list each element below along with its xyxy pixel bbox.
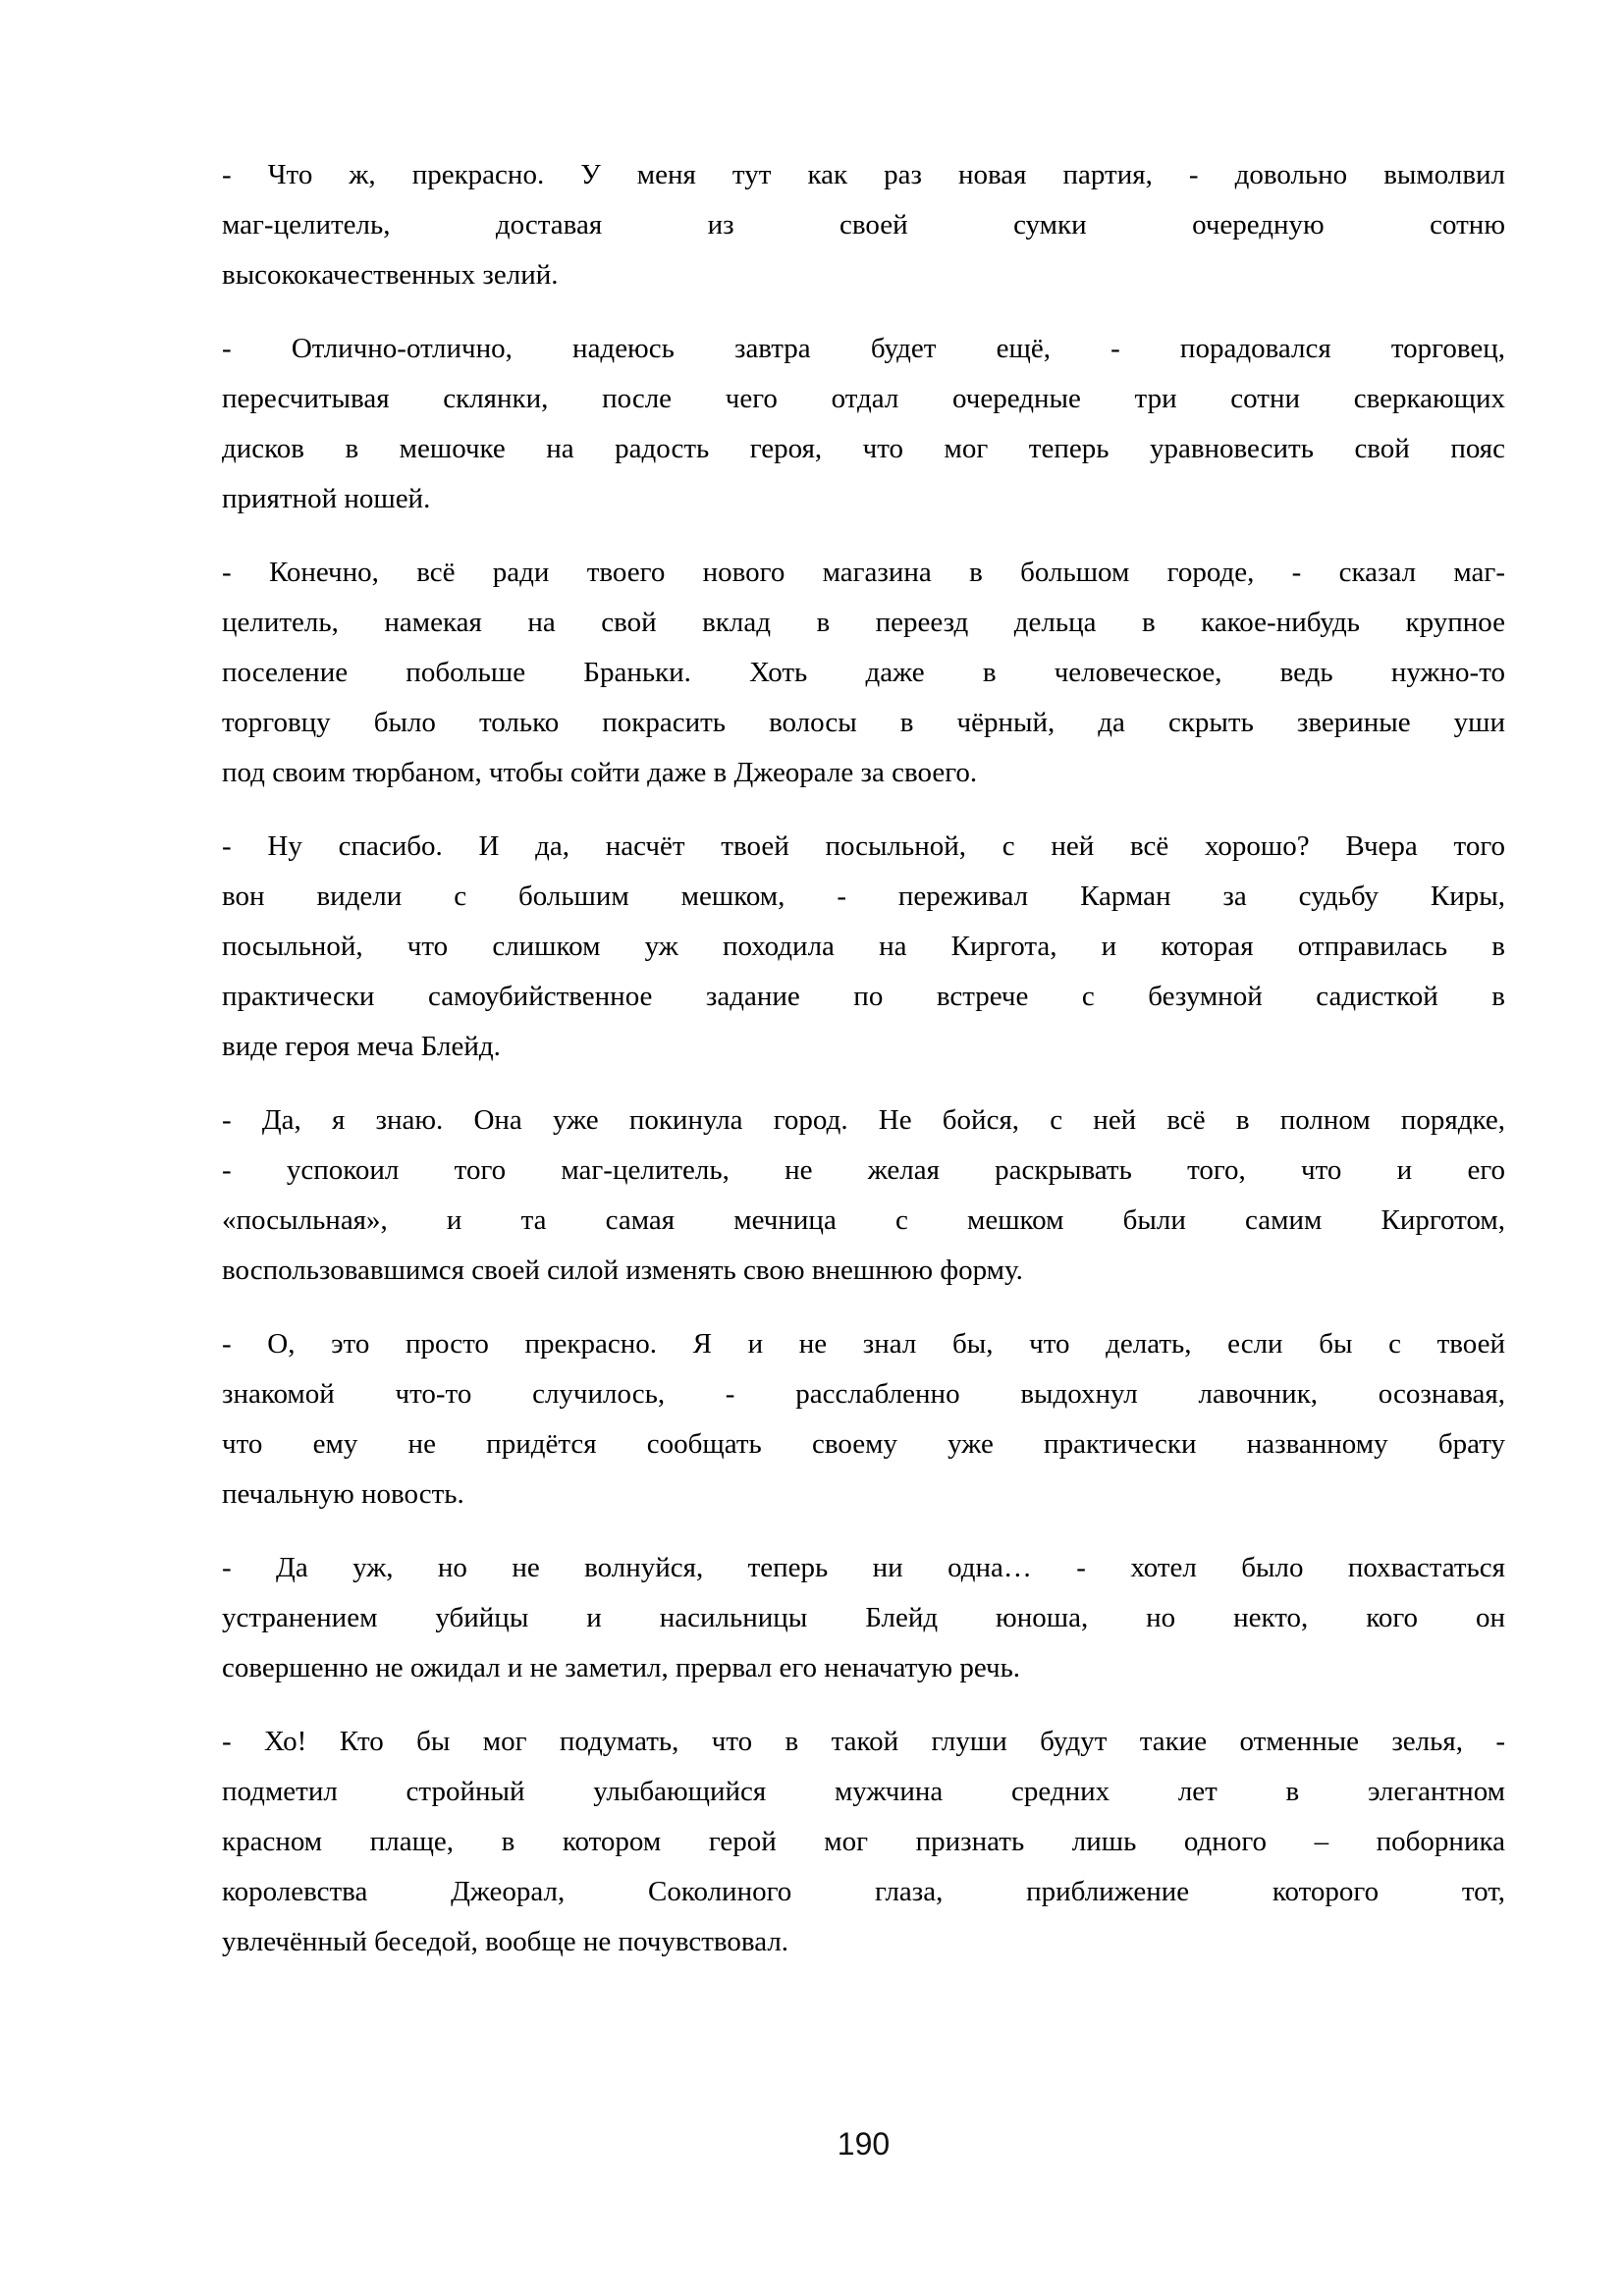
page-number: 190 bbox=[837, 2126, 891, 2162]
text-line: подметил стройный улыбающийся мужчина средних лет в элегантном bbox=[222, 1776, 1505, 1807]
text-line: что ему не придётся сообщать своему уже практически названному брату bbox=[222, 1428, 1505, 1460]
paragraph bbox=[222, 1543, 1505, 1693]
text-line: - Отлично-отлично, надеюсь завтра будет ещё, - порадовался торговец, bbox=[222, 333, 1505, 364]
text-line: маг-целитель, доставая из своей сумки очередную сотню bbox=[222, 209, 1505, 240]
text-line: - О, это просто прекрасно. Я и не знал бы, что делать, если бы с твоей bbox=[222, 1328, 1505, 1360]
text-line: целитель, намекая на свой вклад в переезд дельца в какое-нибудь крупное bbox=[222, 607, 1505, 638]
text-line: устранением убийцы и насильницы Блейд юноша, но некто, кого он bbox=[222, 1602, 1505, 1633]
text-line: виде героя меча Блейд. bbox=[222, 1031, 501, 1062]
text-line: - Да уж, но не волнуйся, теперь ни одна… - хотел было похвастаться bbox=[222, 1552, 1505, 1583]
paragraph bbox=[222, 1717, 1505, 1967]
text-line: воспользовавшимся своей силой изменять свою внешнюю форму. bbox=[222, 1255, 1023, 1286]
paragraph bbox=[222, 822, 1505, 1072]
text-line: «посыльная», и та самая мечница с мешком были самим Кирготом, bbox=[222, 1204, 1505, 1236]
text-line: вон видели с большим мешком, - переживал Карман за судьбу Киры, bbox=[222, 881, 1505, 912]
text-line: приятной ношей. bbox=[222, 483, 431, 514]
text-line: высококачественных зелий. bbox=[222, 259, 559, 291]
paragraph bbox=[222, 150, 1505, 300]
page-text bbox=[222, 150, 1505, 1991]
text-line: - Да, я знаю. Она уже покинула город. Не бойся, с ней всё в полном порядке, bbox=[222, 1104, 1505, 1136]
text-line: дисков в мешочке на радость героя, что мог теперь уравновесить свой пояс bbox=[222, 433, 1505, 464]
paragraph bbox=[222, 548, 1505, 798]
paragraph bbox=[222, 1095, 1505, 1296]
text-line: - Что ж, прекрасно. У меня тут как раз новая партия, - довольно вымолвил bbox=[222, 159, 1505, 190]
text-line: - успокоил того маг-целитель, не желая раскрывать того, что и его bbox=[222, 1154, 1505, 1186]
text-line: пересчитывая склянки, после чего отдал очередные три сотни сверкающих bbox=[222, 383, 1505, 414]
text-line: знакомой что-то случилось, - расслабленно выдохнул лавочник, осознавая, bbox=[222, 1378, 1505, 1410]
paragraph bbox=[222, 324, 1505, 524]
text-line: под своим тюрбаном, чтобы сойти даже в Джеорале за своего. bbox=[222, 757, 978, 788]
text-line: королевства Джеорал, Соколиного глаза, приближение которого тот, bbox=[222, 1876, 1505, 1907]
text-line: - Хо! Кто бы мог подумать, что в такой глуши будут такие отменные зелья, - bbox=[222, 1726, 1505, 1757]
text-line: увлечённый беседой, вообще не почувствовал. bbox=[222, 1926, 789, 1957]
text-line: торговцу было только покрасить волосы в чёрный, да скрыть звериные уши bbox=[222, 707, 1505, 738]
text-line: печальную новость. bbox=[222, 1478, 464, 1510]
text-line: красном плаще, в котором герой мог признать лишь одного – поборника bbox=[222, 1826, 1505, 1857]
text-line: - Ну спасибо. И да, насчёт твоей посыльной, с ней всё хорошо? Вчера того bbox=[222, 830, 1505, 862]
text-line: посыльной, что слишком уж походила на Киргота, и которая отправилась в bbox=[222, 931, 1505, 962]
text-line: - Конечно, всё ради твоего нового магазина в большом городе, - сказал маг- bbox=[222, 557, 1505, 588]
text-line: практически самоубийственное задание по встрече с безумной садисткой в bbox=[222, 981, 1505, 1012]
text-line: совершенно не ожидал и не заметил, прервал его неначатую речь. bbox=[222, 1652, 1021, 1683]
paragraph bbox=[222, 1319, 1505, 1520]
text-line: поселение побольше Браньки. Хоть даже в человеческое, ведь нужно-то bbox=[222, 657, 1505, 688]
